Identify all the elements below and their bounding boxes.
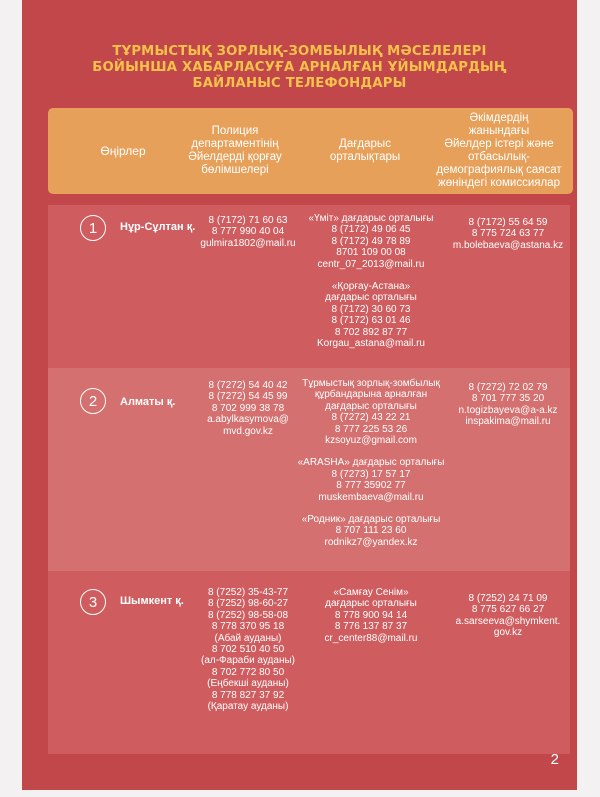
contact-line: m.bolebaeva@astana.kz: [452, 239, 564, 251]
contact-line: 8 (7272) 43 22 21: [331, 412, 411, 424]
contact-line: 8 778 827 37 92: [211, 689, 285, 701]
crisis-contacts: [296, 378, 446, 559]
contact-line: a.abylkasymova@: [207, 414, 289, 426]
header-akimat-line: Әкімдердің: [469, 112, 529, 124]
contact-line: 8 (7252) 98-60-27: [207, 598, 289, 610]
header-akimat-line: жөніндегі комиссиялар: [438, 177, 560, 189]
header-crisis-line: орталықтары: [329, 151, 401, 163]
contact-line: muskembaeva@mail.ru: [318, 491, 424, 503]
contact-line: mvd.gov.kz: [223, 425, 273, 437]
region-name: Шымкент қ.: [120, 595, 184, 607]
table-header: [48, 108, 573, 194]
table-row: [48, 571, 570, 754]
header-crisis: [310, 108, 420, 194]
header-akimat-line: отбасылық-: [468, 151, 530, 163]
crisis-center: [296, 378, 446, 446]
contact-line: (Еңбекші ауданы): [207, 678, 289, 690]
police-contacts: [188, 380, 308, 437]
crisis-contacts: [296, 587, 446, 655]
contact-line: rodnikz7@yandex.kz: [324, 536, 418, 548]
police-contacts: [188, 587, 308, 712]
region-name: Нұр-Сұлтан қ.: [120, 221, 196, 233]
contact-line: 8 (7172) 49 78 89: [331, 235, 411, 247]
contact-line: «ARASHA» дағдарыс орталығы: [297, 457, 445, 469]
contact-line: (Қаратау ауданы): [207, 701, 289, 713]
header-police: [165, 108, 305, 194]
title-line: БАЙЛАНЫС ТЕЛЕФОНДАРЫ: [192, 76, 407, 91]
header-police-line: департаментінің: [191, 138, 279, 150]
table-edge: [570, 205, 577, 754]
contact-line: 8 (7172) 49 06 45: [331, 224, 411, 236]
page: [22, 0, 577, 790]
crisis-center: [296, 457, 446, 503]
contact-line: дағдарыс орталығы: [325, 292, 417, 304]
contact-line: Korgau_astana@mail.ru: [317, 338, 425, 350]
contact-line: «Самғау Сенім»: [333, 587, 409, 598]
contact-line: 8 (7172) 30 60 73: [331, 303, 411, 315]
contact-line: 8 778 370 95 18: [211, 621, 285, 633]
header-akimat-line: демографиялық саясат: [436, 164, 562, 176]
crisis-center: [296, 587, 446, 644]
akimat-contacts: [443, 382, 573, 428]
contact-line: дағдарыс орталығы: [325, 400, 417, 412]
contact-line: «Родник» дағдарыс орталығы: [301, 514, 441, 526]
akimat-contacts: [443, 217, 573, 251]
title-line: БОЙЫНША ХАБАРЛАСУҒА АРНАЛҒАН ҰЙЫМДАРДЫҢ: [92, 60, 507, 75]
contact-line: (ал-Фараби ауданы): [201, 655, 295, 667]
contact-line: 8701 109 00 08: [336, 247, 406, 259]
contact-line: 8 (7252) 35-43-77: [207, 587, 289, 598]
header-crisis-line: Дағдарыс: [339, 138, 391, 150]
contact-line: 8 702 999 38 78: [211, 402, 285, 414]
crisis-center: [296, 281, 446, 349]
header-regions: Өңірлер: [100, 143, 146, 158]
contact-line: 8 (7252) 98-58-08: [207, 609, 289, 621]
contact-line: 8 (7172) 71 60 63: [208, 215, 288, 226]
contact-line: құрбандарына арналған: [314, 389, 428, 401]
contact-line: 8 (7252) 24 71 09: [468, 593, 548, 604]
region-name: Алматы қ.: [120, 396, 176, 408]
header-akimat-line: Әйелдер істері және: [444, 138, 554, 150]
contact-line: 8 776 137 87 37: [334, 621, 408, 633]
contact-line: «Үміт» дағдарыс орталығы: [308, 213, 434, 224]
contact-line: дағдарыс орталығы: [325, 598, 417, 610]
crisis-contacts: [296, 213, 446, 360]
contact-line: gov.kz: [493, 627, 523, 639]
header-police-line: Полиция: [211, 125, 259, 137]
contact-line: 8 (7272) 54 45 99: [208, 391, 288, 403]
akimat-contacts: [443, 593, 573, 639]
contact-line: Тұрмыстық зорлық-зомбылық: [302, 378, 440, 389]
contact-line: centr_07_2013@mail.ru: [317, 258, 425, 270]
contact-line: 8 777 225 53 26: [334, 423, 408, 435]
crisis-center: [296, 514, 446, 548]
contact-line: «Қорғау-Астана»: [331, 281, 411, 293]
table-row: [48, 368, 570, 571]
page-title: [22, 44, 577, 92]
contact-line: 8 (7172) 63 01 46: [331, 315, 411, 327]
contact-line: 8 707 111 23 60: [335, 525, 407, 537]
contact-line: n.togizbayeva@a-a.kz: [458, 404, 558, 416]
contact-line: 8 778 900 94 14: [334, 609, 408, 621]
page-number: 2: [550, 751, 559, 768]
police-contacts: [188, 215, 308, 249]
row-number: 2: [80, 388, 106, 414]
contact-line: cr_center88@mail.ru: [324, 632, 418, 644]
row-number: 1: [80, 215, 106, 241]
contact-line: 8 (7172) 55 64 59: [468, 217, 548, 228]
contact-line: inspakima@mail.ru: [465, 416, 551, 428]
header-akimat: [425, 108, 573, 194]
contact-line: 8 (7272) 54 40 42: [208, 380, 288, 391]
contact-line: 8 777 35902 77: [336, 480, 406, 492]
contact-line: 8 701 777 35 20: [471, 393, 545, 405]
contact-line: kzsoyuz@gmail.com: [325, 435, 417, 447]
contact-line: 8 702 510 40 50: [211, 644, 285, 656]
contact-line: 8 702 772 80 50: [211, 666, 285, 678]
crisis-center: [296, 213, 446, 270]
header-police-line: бөлімшелері: [201, 164, 269, 176]
contact-line: gulmira1802@mail.ru: [200, 237, 296, 249]
contact-line: 8 702 892 87 77: [334, 326, 408, 338]
contact-line: 8 (7273) 17 57 17: [331, 468, 411, 480]
contact-line: 8 775 724 63 77: [471, 228, 545, 240]
row-number: 3: [80, 589, 106, 615]
contact-line: (Абай ауданы): [214, 632, 282, 644]
contact-line: 8 (7272) 72 02 79: [468, 382, 548, 393]
header-akimat-line: жанындағы: [468, 125, 530, 137]
contact-line: a.sarseeva@shymkent.: [455, 615, 561, 627]
title-line: ТҰРМЫСТЫҚ ЗОРЛЫҚ-ЗОМБЫЛЫҚ МӘСЕЛЕЛЕРІ: [112, 44, 487, 59]
contact-line: 8 777 990 40 04: [211, 226, 285, 238]
header-police-line: Әйелдерді қорғау: [188, 151, 282, 163]
contact-line: 8 775 627 66 27: [471, 604, 545, 616]
table-row: [48, 205, 570, 368]
